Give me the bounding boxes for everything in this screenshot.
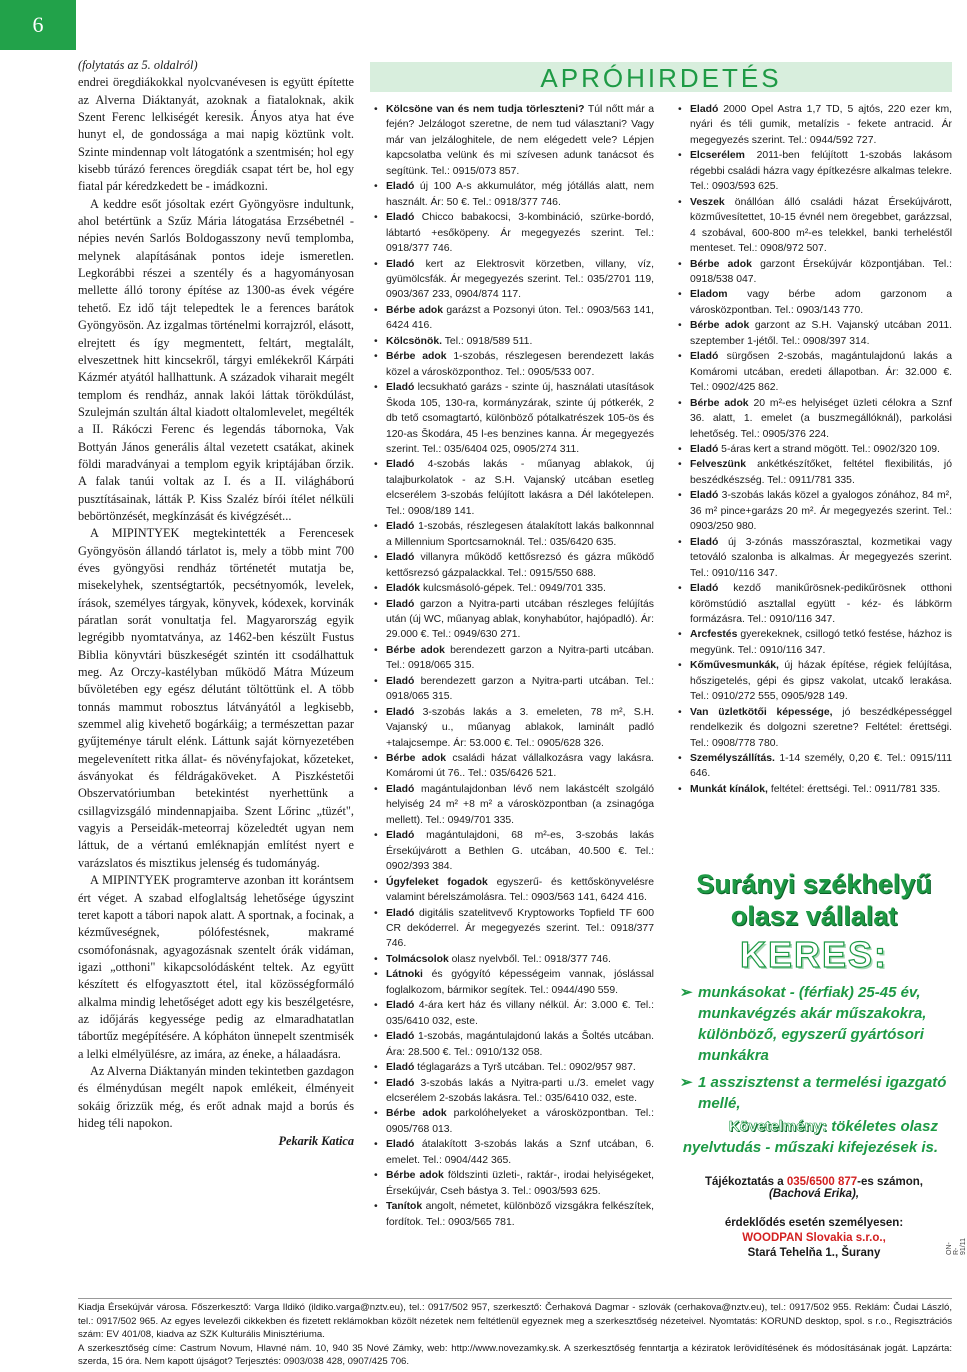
article-continuation-note: (folytatás az 5. oldalról) (78, 58, 198, 72)
classified-ad-keyword: Eladó (386, 783, 415, 795)
classified-ad (676, 782, 952, 797)
classified-ad (372, 1106, 654, 1137)
company-name: WOODPAN Slovakia s.r.o., (742, 1232, 886, 1244)
classified-ad-keyword: Kölcsönök. (386, 335, 443, 347)
arrow-right-icon: ➢ (680, 1074, 693, 1091)
article-paragraph: A keddre esőt jósoltak ezért Gyöngyösre indultunk, ahol betértünk a Szűz Mária látogatása Erzsébetnél - népies nevén Sarlós Boldogasszony nevű templomba, melynek alapításának pontos ideje ismeretlen. Legkorábbi részei a szentély és a hagyományosan mellette álló torony építése az 1300-as évek végére tehető. Ez idő tájt telepedtek le a ferences barátok Gyöngyösön. Az izgalmas történelmi korrajzról, elásott, elrejtett és így megmentett, feltárt, megtalált, elveszettnek hitt kincsekről, tárgyi emlékekről Kárpáti Kázmér atyától hallhattunk. A századok viharait megélt templom és rendház, annak lakói láttak törökdúlást, Szulejmán szultán által kiadott oltalomlevelet, megélték a II. Rákóczi Ferenc és legendás tábornoka, Vak Bottyán János generális által vezetett csatákat, akinek földi maradványai a templom egyik kriptájában őrzik. A falak tanúi voltak az I. és a II. világháború pusztításainak, látták P. Kiss Szaléz bírói ítélet nélküli bebörtönzését, megkínzását és kivégzését... (78, 196, 354, 523)
classified-ad-keyword: Bérbe adok (690, 397, 749, 409)
side-code: ON-R-91/11 (946, 1238, 967, 1255)
classified-ad-keyword: Bérbe adok (386, 304, 444, 316)
classified-ad (676, 488, 952, 534)
classified-ad-text: új 3-zónás masszórasztal, kozmetikai vagy tetováló szalonba is alkalmas. Ár megegyezés szerint. Tel.: 0910/116 347. (690, 536, 952, 579)
classified-ad (372, 828, 654, 874)
classified-ad-text: jó beszédképességgel rendelkezik és dolgozni szeretne? Feltétel: érettségi. Tel.: 0908/778 780. (690, 706, 952, 749)
article-paragraph: A MIPINTYEK programterve azonban itt korántsem ért véget. A szabad elfoglaltság lehetősége úgyszint teret kapott a tábori napok alatt. A sportnak, a focinak, a kézműveségnek, pólófestésnek, makramé csomófonásnak, agyagozásnak szentelt órák vidáman, igazi „otthoni" kikapcsolódásként teltek. Az együtt készített és elfogyasztott étel, ital közösségformáló alkalma mindig lehetőséget adott egy kis beszélgetésre, az időjárás kegyessége pedig az elmaradhatatlan tábortűz megépítésére. A kópháton ünnepelt szentmisék a lelki elmélyülésre, az imára, az éneke, a hálaadásra. (78, 873, 354, 1061)
classified-ad-text: gyerekeknek, csillogó tetkó festése, házhoz is megyünk. Tel.: 0910/116 347. (690, 629, 952, 656)
contact-post: -es számon, (857, 1176, 923, 1188)
classified-ad-keyword: Személyszállítás. (690, 753, 775, 765)
job-advert-item (676, 982, 952, 1066)
classified-ad-keyword: Eladó (386, 706, 415, 718)
classified-ad-text: magántulajdonban lévő nem lakástcélt szolgáló helyiség 24 m² +8 m² a városközpontban (a zsinagóga mellett). Tel.: 0949/701 335. (386, 783, 654, 826)
classified-ad (676, 102, 952, 148)
classified-ad-keyword: Bérbe adok (386, 753, 447, 765)
classified-ad-text: 3-szobás lakás a Nyitra-parti u./3. emelet vagy elcserélem 2-szobás lakásra. Tel.: 035/6410 032, este. (386, 1077, 654, 1104)
classified-ad-text: 2000 Opel Astra 1,7 TD, 5 ajtós, 220 ezer km, nyári és téli gumik, metalízis - fekete antracid. Ár megegyezés szerint. Tel.: 0944/592 727. (690, 104, 952, 146)
classified-ad-keyword: Tanítok (386, 1201, 423, 1213)
classified-ad-text: villanyra működő kettősrezsó és gázra működő kettősrezsó gázpalackkal. Tel.: 0915/550 688. (386, 552, 654, 579)
classified-ad (676, 148, 952, 194)
classified-ad-text: garzont Érsekújvár központjában. Tel.: 0918/538 047. (690, 258, 953, 285)
classified-ad-text: 1-szobás, részlegesen átalakított lakás balkonnnal a Millennium Sportcsarnoknál. Tel.: 035/6420 635. (386, 521, 654, 548)
page-number: 6 (0, 0, 76, 50)
classified-ad-keyword: Eladó (690, 536, 719, 548)
classified-ad-text: 1-14 személy, 0,20 €. Tel.: 0915/111 646. (690, 753, 952, 780)
classified-ad (676, 442, 952, 457)
classified-ad-text: feltétel: érettségi. Tel.: 0911/781 335. (767, 783, 941, 795)
classified-ad-text: új házak építése, régiek felújítása, hőszigetelés, gépi és gipsz vakolat, utcakő lerakása. Tel.: 0910/272 555, 0905/928 149. (690, 660, 952, 703)
classified-ad (372, 674, 654, 705)
classified-ad-keyword: Eladó (386, 1139, 415, 1151)
classified-ad-text: garzont az S.H. Vajanský utcában 2011. szeptember 1-jétől. Tel.: 0908/397 314. (690, 320, 952, 347)
classified-ad-text: téglagarázs a Tyrš utcában. Tel.: 0902/957 987. (414, 1062, 636, 1074)
classified-ad-keyword: Eladom (690, 289, 728, 301)
job-advert-keres: KERES: (739, 934, 889, 975)
classified-ad-text: magántulajdoni, 68 m²-es, 3-szobás lakás Érsekújvárott a Bethlen G. utcában, 40.500 €. Tel.: 0902/393 384. (386, 830, 654, 873)
classified-ad-keyword: Eladó (386, 1077, 415, 1089)
classified-ad-keyword: Tolmácsolok (386, 953, 449, 965)
classified-ad-keyword: Veszek (690, 196, 725, 208)
classified-ad-keyword: Eladó (386, 212, 415, 224)
classified-ad-keyword: Bérbe adok (690, 258, 752, 270)
classified-ad-keyword: Eladó (386, 258, 415, 270)
classified-ad-keyword: Bérbe adok (690, 320, 750, 332)
classified-ad-text: 1-szobás, magántulajdonú lakás a Šoltés utcában. Ára: 28.500 €. Tel.: 0910/132 058. (386, 1031, 654, 1058)
classified-ad (676, 457, 952, 488)
classified-ad (676, 257, 952, 288)
classified-ad-text: családi házat vállalkozásra vagy lakásra. Komáromi út 76.. Tel.: 035/6426 521. (386, 753, 654, 780)
article-paragraph: Az Alverna Diáktanyán minden tekintetben gazdagon és élménydúsan megélt napok emlékeit, élményeit sokáig őrizzük még, és erőt adnak majd a borús és hideg téli napokon. (78, 1063, 354, 1130)
classified-ad (372, 334, 654, 349)
classified-ad-keyword: Eladó (386, 598, 415, 610)
classified-ad (372, 906, 654, 952)
requirement-text: tökéletes olasz nyelvtudás - műszaki kifejezések is. (682, 1118, 938, 1156)
classified-ad (676, 581, 952, 627)
classified-ad (676, 349, 952, 395)
classified-ad-keyword: Bérbe adok (386, 1170, 444, 1182)
classified-ad-keyword: Eladó (690, 583, 719, 595)
classified-ad (676, 195, 952, 257)
classified-ad-keyword: Eladó (386, 675, 415, 687)
classified-ad-keyword: Eladó (386, 521, 415, 533)
classified-ad (372, 349, 654, 380)
classified-ad (676, 751, 952, 782)
classified-ad-text: 5-áras kert a strand mögött. Tel.: 0902/320 109. (718, 443, 940, 455)
ads-column-1 (372, 102, 654, 1230)
classified-ad-keyword: Bérbe adok (386, 644, 445, 656)
job-advert-item-text: 1 asszisztenst a termelési igazgató mellé, (698, 1074, 947, 1112)
classified-ad (676, 705, 952, 751)
classified-ad (372, 102, 654, 179)
classified-ad (676, 658, 952, 704)
classified-ad-keyword: Eladó (386, 552, 415, 564)
classified-ad (372, 519, 654, 550)
classified-ad-text: sürgősen 2-szobás, magántulajdonú lakás a Komáromi utcában, eredeti állapotban. Ár: 32.000 €. Tel.: 0902/425 862. (690, 351, 952, 394)
classified-ad (372, 643, 654, 674)
classified-ad (372, 597, 654, 643)
footer-divider (78, 1298, 952, 1299)
classified-ad-text: ankétkészítőket, feltétel flexibilitás, jó beszédkészség. Tel.: 0911/781 335. (690, 459, 952, 486)
contact-in-person: érdeklődés esetén személyesen: (724, 1217, 904, 1229)
classified-ad-text: egyszerű- és kettőskönyvelésre valamint bérelszámolásra. Tel.: 0903/563 141, 6424 416. (386, 876, 654, 904)
classified-ad-text: vagy bérbe adom garzonom a városközpontban. Tel.: 0903/143 770. (690, 289, 952, 316)
classified-ad (372, 457, 654, 519)
job-advert-item-text: munkásokat - (férfiak) 25-45 év, munkavégzés akár műszakokra, különböző, egyszerű gyártósori munkákra (698, 984, 927, 1064)
classified-ad (676, 535, 952, 581)
classified-ad-keyword: Eladó (690, 443, 719, 455)
classified-ad-text: 3-szobás lakás a 3. emeleten, 78 m², S.H. Vajanský u., műanyag ablakok, laminált padló +talajcsempe. Ár: 53.000 €. Tel.: 0905/628 326. (386, 706, 654, 749)
job-advert-contact (676, 1176, 952, 1200)
classified-ad-text: angolt, németet, különböző vizsgákra felkészítek, fordítok. Tel.: 0903/565 781. (386, 1201, 654, 1228)
classified-ad (372, 998, 654, 1029)
classified-ad-keyword: Eladó (386, 1062, 415, 1074)
classified-ad-keyword: Felveszünk (690, 459, 747, 471)
classified-ad-keyword: Eladó (386, 1031, 415, 1043)
classified-ad (372, 952, 654, 967)
classified-ad-text: kulcsmásoló-gépek. Tel.: 0949/701 335. (420, 583, 606, 595)
classified-ad (372, 967, 654, 998)
classified-ad (676, 318, 952, 349)
classified-ad-text: 2011-ben felújított 1-szobás lakásom régebbi családi házra vagy építkezésre alkalmas telekre. Tel.: 0903/593 625. (690, 150, 952, 193)
classified-ad-text: 3-szobás lakás közel a gyalogos zónához, 84 m², 36 m² pince+garázs 20 m². Ár megegyezés szerint. Tel.: 0903/250 980. (690, 490, 952, 533)
classified-ad (372, 179, 654, 210)
classified-ad-keyword: Eladó (386, 907, 415, 919)
classified-ad-text: garázst a Pozsonyi úton. Tel.: 0903/563 141, 6424 416. (386, 304, 654, 332)
classified-ad-text: kert az Elektrosvit körzetben, villany, víz, gyümölcsfák. Ár megegyezés szerint. Tel.: 035/2701 119, 0903/367 233, 0904/874 117. (386, 258, 654, 301)
classified-ad-keyword: Van üzletkötői képessége, (690, 706, 833, 718)
classified-ad-keyword: Eladó (386, 459, 415, 471)
classified-ad (372, 1199, 654, 1230)
article-author: Pekarik Katica (278, 1134, 354, 1149)
classified-ad-keyword: Úgyfeleket fogadok (386, 876, 488, 888)
classified-ad (372, 303, 654, 334)
contact-pre: Tájékoztatás a (704, 1176, 787, 1188)
classified-ad (372, 581, 654, 596)
classified-ad-keyword: Eladó (386, 382, 415, 394)
job-advert-box (676, 868, 952, 1293)
classified-ad-text: 20 m²-es helyiséget üzleti célokra a Sznf 36. alatt, 1. emelet (a buszmegállóknál), parkolási lehetőség. Tel.: 0905/376 224. (690, 397, 952, 440)
classified-ad-keyword: Eladó (690, 104, 719, 115)
company-address: Stará Tehelňa 1., Šurany (747, 1247, 881, 1259)
footer-line: Kiadja Érsekújvár városa. Főszerkesztő: Varga Ildikó (ildiko.varga@nztv.eu), tel.: 0917/502 957, szerkesztő: Čerhaková Dagmar - szlovák (cerhakova@nztv.eu), tel.: 0917/502 955. Reklám: Čudai László, tel.: 0917/502 965. Az egyes levelezői cikkekben és fizetett reklámokban közölt nézetek nem feltétlenül egyeznek meg a szerkesztőség nézeteivel. Nyomtatás: KORUND desktop, spol. s r.o., Regisztrációs szám: EV 401/08, kiadva az SZK Kulturális Minisztériuma. (78, 1302, 952, 1341)
classified-ad-text: digitális szatelitvevő Kryptoworks Topfield TF 600 CR dekóderrel. Ár megegyezés szerint. Tel.: 0918/377 746. (386, 907, 654, 950)
classified-ad (372, 380, 654, 457)
classified-ad-keyword: Eladó (690, 490, 719, 502)
classified-ad (676, 287, 952, 318)
classified-ad-text: Chicco babakocsi, 3-kombináció, szürke-bordó, lábtartó +esőköpeny. Ár megegyezés szerint. Tel.: 0918/377 746. (386, 212, 654, 255)
classified-ad-text: lecsukható garázs - szinte új, használati utasítások Škoda 105, 130-ra, kormányzárak, szinte új pótkerék, 2 db tető csomagtartó, különböző pótalkatrészek 105-ös és 120-as Škodára, 45 l-es benzines kanna. Ár megegyezés szerint. Tel.: 035/6404 025, 0905/274 311. (386, 382, 654, 455)
classified-ad-text: új 100 A-s akkumulátor, még jótállás alatt, nem használt. Ár: 50 €. Tel.: 0918/377 746. (386, 181, 654, 208)
job-advert-heading-2: olasz vállalat (730, 901, 898, 931)
job-advert-requirement (676, 1116, 952, 1158)
contact-phone: 035/6500 877 (786, 1176, 858, 1188)
classified-ad-keyword: Eladó (690, 351, 719, 363)
classified-ad-text: földszinti üzleti-, raktár-, irodai helyiségeket, Érsekújvár, Cseh bástya 3. Tel.: 0903/593 625. (386, 1170, 655, 1197)
classified-ad-text: olasz nyelvből. Tel.: 0918/377 746. (448, 953, 611, 965)
classified-ad-keyword: Látnoki (386, 969, 423, 981)
ads-column-2 (676, 102, 952, 797)
classified-ad-keyword: Eladó (386, 830, 415, 842)
classified-ad-text: garzon a Nyitra-parti utcában részleges felújítás után (új WC, műanyag ablak, konyhabútor, hajópadló). Ár: 29.000 €. Tel.: 0949/630 271. (386, 598, 654, 641)
article-paragraph: endrei öregdiákokkal nyolcvanévesen is együtt építette az Alverna Diáktanyát, azoknak a fiataloknak, akik Szent Ferenc lelkiségét keresik. Ányos atya hat éve hunyt el, de gondossága a mai napig köztünk volt. Szinte mindennap volt látogatónk a szentmisén; hol egy kisebb túrázó ferences öregdiák csapat tért be, hol egy fiatal pár kéredzkedett be - imádkozni. (78, 75, 354, 194)
classified-ad-keyword: Bérbe adok (386, 351, 447, 363)
classified-ad-text: berendezett garzon a Nyitra-parti utcában. Tel.: 0918/065 315. (386, 644, 654, 672)
job-advert-item (676, 1072, 952, 1114)
classified-ad-keyword: Eladók (386, 583, 421, 595)
classified-ad (372, 705, 654, 751)
classified-ad-keyword: Eladó (386, 1000, 415, 1012)
classified-ad (372, 550, 654, 581)
job-advert-heading-1: Surányi székhelyű (696, 869, 932, 899)
classified-ad (676, 627, 952, 658)
classified-ad-keyword: Bérbe adok (386, 1108, 447, 1120)
classified-ad (372, 782, 654, 828)
classified-ad (372, 751, 654, 782)
classified-ad-keyword: Elcserélem (690, 150, 745, 162)
classified-ad (372, 1029, 654, 1060)
footer-line: A szerkesztőség címe: Castrum Novum, Hlavné nám. 10, 940 35 Nové Zámky, web: http://www.novezamky.sk. A szerkesztőség fenntartja a kéziratok lerövidítésének és módosításának jogát. Lapzárta: szerda, 15 óra. Nem kapott újságot? Terjesztés: 0903/038 428, 0907/425 706. (78, 1342, 952, 1368)
classified-ad-keyword: Munkát kínálok, (690, 783, 768, 795)
imprint-footer (78, 1298, 952, 1369)
contact-name: (Bachová Erika), (768, 1188, 860, 1200)
classified-ad-keyword: Eladó (386, 181, 415, 193)
arrow-right-icon: ➢ (680, 984, 693, 1001)
classified-ad (372, 1137, 654, 1168)
classified-ad (372, 875, 654, 906)
classified-ad-text: 1-szobás, részlegesen berendezett lakás közel a városközponthoz. Tel.: 0905/533 007. (386, 351, 655, 378)
classified-ad-text: 4-szobás lakás - műanyag ablakok, új talajburkolatok - az S.H. Vajanský utcában esetleg elcserélem 3-szobás felújított lakásra a Dél lakótelepen. Tel.: 0908/189 141. (386, 459, 654, 517)
classified-ad-keyword: Kölcsöne van és nem tudja törleszteni? (386, 104, 585, 115)
classified-ad (372, 1168, 654, 1199)
job-advert-address (676, 1216, 952, 1261)
classified-ad-text: és gyógyító képességeim vannak, jóslással foglalkozom, bármikor segítek. Tel.: 0944/490 559. (386, 969, 654, 996)
classified-ad-text: átalakított 3-szobás lakás a Sznf utcában, 6. emelet. Tel.: 0904/442 365. (386, 1139, 654, 1166)
classified-ad-keyword: Arcfestés (690, 629, 738, 641)
classified-ad-text: Tel.: 0918/589 511. (442, 335, 533, 347)
classified-ad (676, 396, 952, 442)
classified-ad (372, 257, 654, 303)
article-paragraph: A MIPINTYEK megtekintették a Ferencesek Gyöngyösön állandó tárlatot is, mely a több mint 700 éves gyöngyösi rendház történetét mutatja be, misekelyhek, szentségtartók, pecsétnyomók, levelek, írások, személyes tárgyak, könyvek, kódexek, korvinák páratlan sorát vonultatja fel. Magyarország egyik legrégibb nyomtatványa, az 1462-ben készült Fustus Biblia könyvtári büszkeségét szintén itt csodálhattuk meg. Az Orczy-kastélyban működő Mátra Múzeum bűvöletében egy egész délutánt töltöttünk el. A több tonnás mammut robosztus látványától a legkisebb, szemmel alig kivehető bogárkáig; a természettan pazar gyűjteménye tárult elénk. Láttunk saját környezetében megelevenített ritka állat- és növényfajokat, kőzeteket, ásványokat és féldrágaköveket. A Piszkéstetői Obszervatóriumban betekintést nyerhettünk a csillagvizsgáló mindennapjaiba. Szent Lőrinc „tüzét", vagyis a Perseidák-meteorraj közeledtét ugyan nem láttuk, de a vértanú emléknapján említést nyert e varázslatos és misztikus jelenség és tudományág. (78, 526, 354, 870)
classified-ads-title: APRÓHIRDETÉS (370, 62, 952, 92)
classified-ad-text: Túl nőtt már a fején? Jelzálogot szeretne, de nem tud választani? Vagy már van jelzáloghitele, de nem elégedett vele? Lépjen kapcsolatba velünk és mi szívesen adunk tanácsot és segítünk. Tel.: 0915/073 857. (386, 104, 654, 177)
classified-ad (372, 210, 654, 256)
classified-ad-text: parkolóhelyeket a városközpontban. Tel.: 0905/768 013. (386, 1108, 654, 1135)
classified-ad-keyword: Kőművesmunkák, (690, 660, 779, 672)
classified-ad (372, 1076, 654, 1107)
requirement-label: Követelmény: (728, 1118, 828, 1135)
classified-ad-text: önállóan álló családi házat Érsekújvárott, közművesítettet, 10-15 évnél nem öregebbet, garázzsal, 4 szobával, 600-800 m²-es telekkel, banki terheléstől menteset. Tel.: 0908/972 507. (690, 196, 952, 255)
article-column (78, 57, 354, 1151)
classified-ad (372, 1060, 654, 1075)
classified-ad-text: 4-ára kert ház és villany nélkül. Ár: 3.000 €. Tel.: 035/6410 032, este. (386, 1000, 654, 1027)
classified-ad-text: berendezett garzon a Nyitra-parti utcában. Tel.: 0918/065 315. (386, 675, 654, 703)
classified-ad-text: kezdő manikűrösnek-pedikűrösnek otthoni körömstúdió asztallal együtt - kéz- és lábkörm formázásra. Tel.: 0910/116 347. (690, 583, 952, 625)
